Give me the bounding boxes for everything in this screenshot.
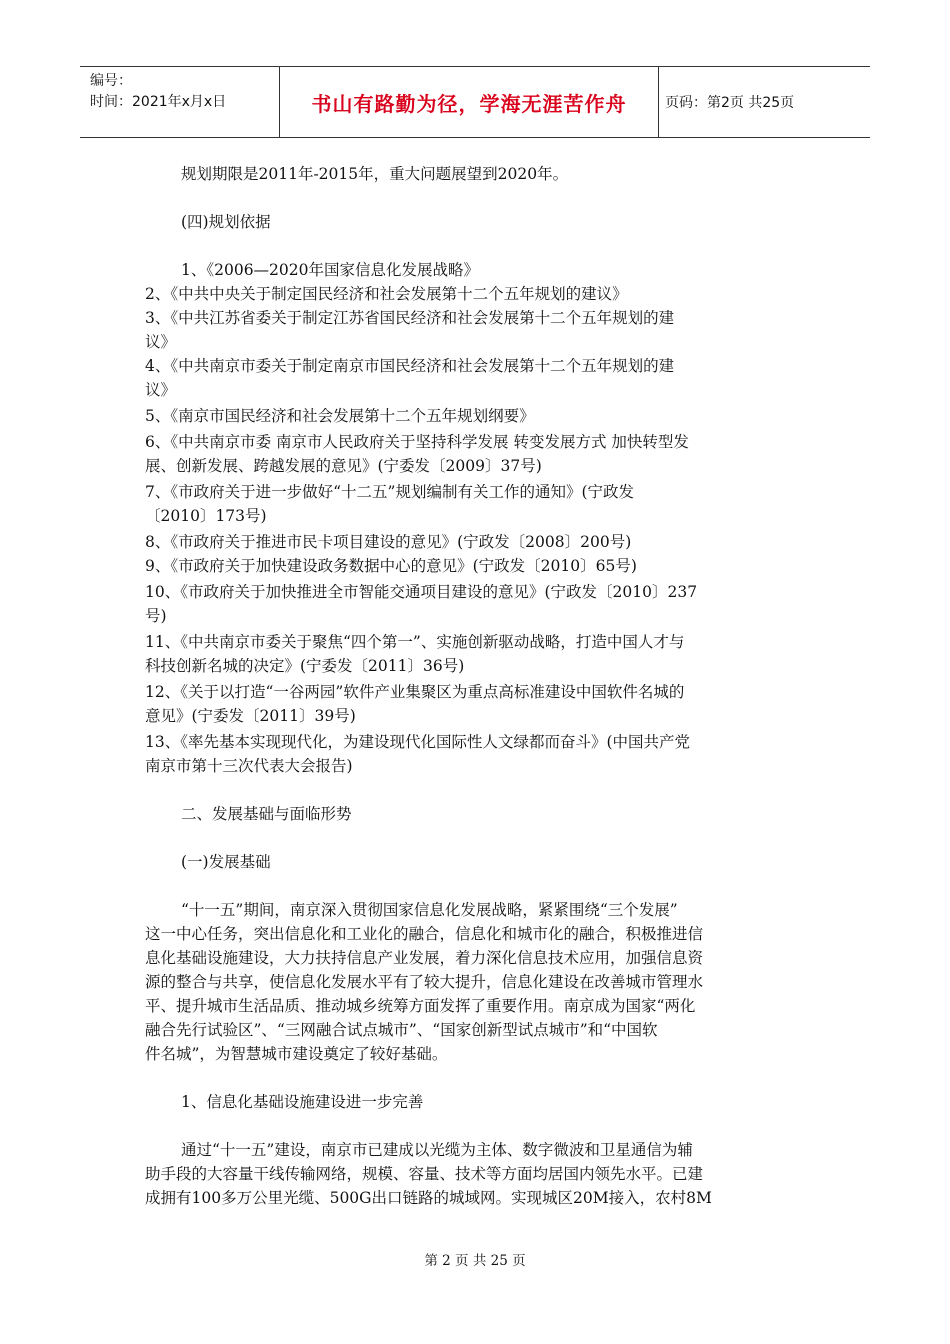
document-number-label: 编号： — [90, 73, 132, 89]
text-line: 二、发展基础与面临形势 — [181, 805, 352, 823]
text-line: 3、《中共江苏省委关于制定江苏省国民经济和社会发展第十二个五年规划的建 — [145, 309, 675, 327]
text-line: 号) — [145, 607, 167, 625]
text-line: “十一五”期间，南京深入贯彻国家信息化发展战略，紧紧围绕“三个发展” — [181, 901, 678, 919]
text-line: 件名城”，为智慧城市建设奠定了较好基础。 — [145, 1045, 448, 1063]
text-line: 这一中心任务，突出信息化和工业化的融合，信息化和城市化的融合，积极推进信 — [145, 925, 704, 943]
page-header — [80, 66, 870, 138]
page-footer: 第 2 页 共 25 页 — [424, 1253, 526, 1269]
text-line: 5、《南京市国民经济和社会发展第十二个五年规划纲要》 — [145, 407, 535, 425]
text-line: 源的整合与共享，使信息化发展水平有了较大提升，信息化建设在改善城市管理水 — [145, 973, 704, 991]
text-line: 9、《市政府关于加快建设政务数据中心的意见》(宁政发〔2010〕65号) — [145, 557, 637, 575]
text-line: (四)规划依据 — [181, 213, 271, 231]
header-page-info: 页码：第2页 共25页 — [665, 95, 795, 111]
text-line: 议》 — [145, 381, 177, 399]
text-line: 科技创新名城的决定》(宁委发〔2011〕36号) — [145, 657, 465, 675]
text-line: 12、《关于以打造“一谷两园”软件产业集聚区为重点高标准建设中国软件名城的 — [145, 683, 685, 701]
text-line: 11、《中共南京市委关于聚焦“四个第一”、实施创新驱动战略，打造中国人才与 — [145, 633, 685, 651]
text-line: 融合先行试验区”、“三网融合试点城市”、“国家创新型试点城市”和“中国软 — [145, 1021, 658, 1039]
text-line: 规划期限是2011年-2015年，重大问题展望到2020年。 — [181, 165, 569, 183]
text-line: 议》 — [145, 333, 177, 351]
header-meta — [80, 67, 280, 137]
header-motto: 书山有路勤为径，学海无涯苦作舟 — [280, 67, 659, 137]
text-line: 〔2010〕173号) — [145, 507, 267, 525]
text-line: 展、创新发展、跨越发展的意见》(宁委发〔2009〕37号) — [145, 457, 542, 475]
text-line: 8、《市政府关于推进市民卡项目建设的意见》(宁政发〔2008〕200号) — [145, 533, 632, 551]
text-line: 1、信息化基础设施建设进一步完善 — [181, 1093, 424, 1111]
text-line: 南京市第十三次代表大会报告) — [145, 757, 353, 775]
text-line: 4、《中共南京市委关于制定南京市国民经济和社会发展第十二个五年规划的建 — [145, 357, 675, 375]
text-line: 平、提升城市生活品质、推动城乡统筹方面发挥了重要作用。南京成为国家“两化 — [145, 997, 696, 1015]
text-line: 2、《中共中央关于制定国民经济和社会发展第十二个五年规划的建议》 — [145, 285, 628, 303]
text-line: 成拥有100多万公里光缆、500G出口链路的城域网。实现城区20M接入，农村8M — [145, 1189, 712, 1207]
document-time-label: 时间：2021年x月x日 — [90, 94, 227, 110]
text-line: 助手段的大容量干线传输网络，规模、容量、技术等方面均居国内领先水平。已建 — [145, 1165, 704, 1183]
text-line: (一)发展基础 — [181, 853, 271, 871]
text-line: 意见》(宁委发〔2011〕39号) — [145, 707, 356, 725]
text-line: 13、《率先基本实现现代化，为建设现代化国际性人文绿都而奋斗》(中国共产党 — [145, 733, 691, 751]
text-line: 6、《中共南京市委 南京市人民政府关于坚持科学发展 转变发展方式 加快转型发 — [145, 433, 689, 451]
text-line: 1、《2006—2020年国家信息化发展战略》 — [181, 261, 480, 279]
text-line: 10、《市政府关于加快推进全市智能交通项目建设的意见》(宁政发〔2010〕237 — [145, 583, 698, 601]
text-line: 通过“十一五”建设，南京市已建成以光缆为主体、数字微波和卫星通信为辅 — [181, 1141, 693, 1159]
text-line: 息化基础设施建设，大力扶持信息产业发展，着力深化信息技术应用，加强信息资 — [145, 949, 704, 967]
text-line: 7、《市政府关于进一步做好“十二五”规划编制有关工作的通知》(宁政发 — [145, 483, 635, 501]
